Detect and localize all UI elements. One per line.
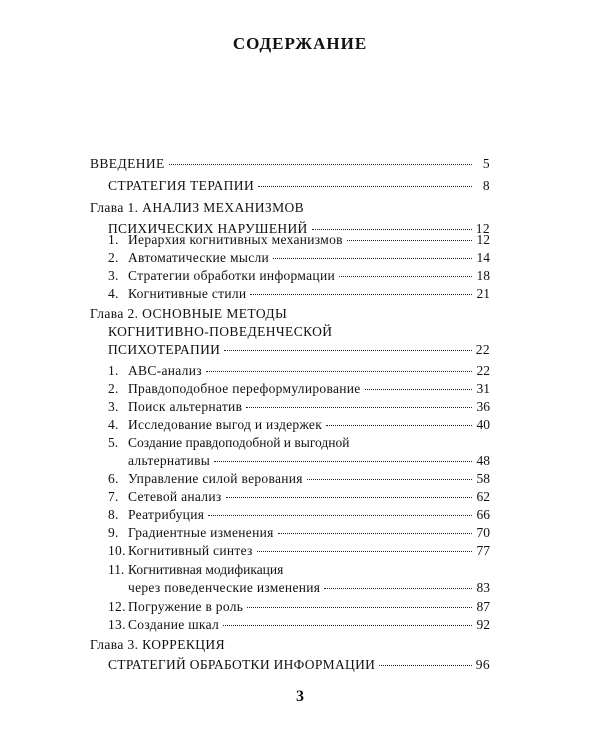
entry-label: ПСИХИЧЕСКИХ НАРУШЕНИЙ <box>108 221 308 236</box>
dot-leader <box>347 240 472 241</box>
dot-leader <box>273 258 472 259</box>
toc-entry-1-4[interactable] <box>108 286 490 302</box>
entry-page: 58 <box>476 471 490 486</box>
entry-label: Поиск альтернатив <box>128 399 243 414</box>
entry-label: АВС-анализ <box>128 363 202 378</box>
entry-number: 9. <box>108 525 119 540</box>
entry-label: Исследование выгод и издержек <box>128 417 323 432</box>
entry-page: 87 <box>476 599 490 614</box>
entry-page: 70 <box>476 525 490 540</box>
entry-number: 4. <box>108 417 119 432</box>
entry-page: 31 <box>476 381 490 396</box>
entry-page: 22 <box>475 342 490 357</box>
entry-number: 2. <box>108 250 119 265</box>
entry-number: 4. <box>108 286 119 301</box>
dot-leader <box>247 607 472 608</box>
entry-page: 66 <box>476 507 490 522</box>
entry-number: 2. <box>108 381 119 396</box>
entry-page: 62 <box>476 489 490 504</box>
dot-leader <box>246 407 472 408</box>
entry-page: 18 <box>476 268 490 283</box>
dot-leader <box>226 497 472 498</box>
toc-entry-2-11-line-1[interactable] <box>108 562 283 578</box>
entry-label: Иерархия когнитивных механизмов <box>128 232 343 247</box>
entry-label: ВВЕДЕНИЕ <box>90 156 165 171</box>
entry-label: Создание правдоподобной и выгодной <box>128 435 350 450</box>
toc-entry-1-1[interactable] <box>108 232 490 248</box>
entry-label-continued: через поведенческие изменения <box>128 580 321 595</box>
toc-entry-strategy[interactable] <box>108 178 490 194</box>
entry-label: Когнитивная модификация <box>128 562 284 577</box>
entry-page: 22 <box>476 363 490 378</box>
toc-entry-intro[interactable] <box>90 156 490 172</box>
entry-page: 12 <box>475 221 490 236</box>
entry-number: 1. <box>108 363 119 378</box>
dot-leader <box>379 665 472 666</box>
toc-entry-chapter-3[interactable] <box>108 657 490 673</box>
dot-leader <box>365 389 472 390</box>
chapter-1-heading[interactable]: Глава 1. АНАЛИЗ МЕХАНИЗМОВ <box>90 200 305 215</box>
entry-page: 40 <box>476 417 490 432</box>
entry-number: 5. <box>108 435 119 450</box>
dot-leader <box>250 294 472 295</box>
entry-number: 3. <box>108 268 119 283</box>
entry-label: Автоматические мысли <box>128 250 270 265</box>
entry-label: Градиентные изменения <box>128 525 274 540</box>
entry-page: 8 <box>482 178 490 193</box>
entry-number: 12. <box>108 599 126 614</box>
dot-leader <box>208 515 472 516</box>
entry-label-continued: альтернативы <box>128 453 211 468</box>
entry-page: 96 <box>475 657 490 672</box>
entry-label: ПСИХОТЕРАПИИ <box>108 342 221 357</box>
entry-label: Сетевой анализ <box>128 489 222 504</box>
dot-leader <box>324 588 472 589</box>
entry-number: 8. <box>108 507 119 522</box>
entry-page: 83 <box>476 580 490 595</box>
entry-label: Когнитивный синтез <box>128 543 253 558</box>
dot-leader <box>257 551 472 552</box>
dot-leader <box>206 371 472 372</box>
entry-page: 12 <box>476 232 490 247</box>
entry-label: Погружение в роль <box>128 599 244 614</box>
toc-entry-2-5-line-1[interactable] <box>108 435 349 451</box>
entry-label: Правдоподобное переформулирование <box>128 381 361 396</box>
toc-entry-chapter-2[interactable] <box>108 342 490 358</box>
dot-leader <box>307 479 472 480</box>
entry-number: 7. <box>108 489 119 504</box>
toc-entry-2-4[interactable] <box>108 417 490 433</box>
toc-entry-2-6[interactable] <box>108 471 490 487</box>
entry-number: 3. <box>108 399 119 414</box>
entry-label: Создание шкал <box>128 617 220 632</box>
toc-entry-2-7[interactable] <box>108 489 490 505</box>
toc-entry-2-2[interactable] <box>108 381 490 397</box>
toc-entry-2-1[interactable] <box>108 363 490 379</box>
entry-number: 10. <box>108 543 126 558</box>
dot-leader <box>278 533 472 534</box>
chapter-2-heading-line-2[interactable]: КОГНИТИВНО-ПОВЕДЕНЧЕСКОЙ <box>108 324 333 339</box>
entry-number: 13. <box>108 617 126 632</box>
dot-leader <box>339 276 472 277</box>
entry-page: 92 <box>476 617 490 632</box>
toc-entry-2-11[interactable] <box>128 580 490 596</box>
toc-entry-2-5[interactable] <box>128 453 490 469</box>
entry-number: 1. <box>108 232 119 247</box>
page-number: 3 <box>296 688 304 705</box>
entry-number: 6. <box>108 471 119 486</box>
chapter-3-heading[interactable]: Глава 3. КОРРЕКЦИЯ <box>90 637 225 652</box>
dot-leader <box>169 164 472 165</box>
entry-page: 77 <box>476 543 490 558</box>
chapter-2-heading-line-1[interactable]: Глава 2. ОСНОВНЫЕ МЕТОДЫ <box>90 306 288 321</box>
page-title: СОДЕРЖАНИЕ <box>232 34 368 53</box>
toc-entry-2-10[interactable] <box>108 543 490 559</box>
dot-leader <box>312 229 472 230</box>
entry-page: 36 <box>476 399 490 414</box>
entry-label: Когнитивные стили <box>128 286 247 301</box>
entry-label: СТРАТЕГИЯ ТЕРАПИИ <box>108 178 255 193</box>
entry-page: 21 <box>476 286 490 301</box>
toc-entry-1-3[interactable] <box>108 268 490 284</box>
dot-leader <box>258 186 472 187</box>
toc-entry-2-13[interactable] <box>108 617 490 633</box>
toc-entry-2-9[interactable] <box>108 525 490 541</box>
entry-page: 48 <box>476 453 490 468</box>
entry-page: 14 <box>476 250 490 265</box>
toc-entry-2-3[interactable] <box>108 399 490 415</box>
dot-leader <box>224 350 472 351</box>
entry-label: Стратегии обработки информации <box>128 268 336 283</box>
toc-entry-2-12[interactable] <box>108 599 490 615</box>
dot-leader <box>214 461 472 462</box>
toc-entry-2-8[interactable] <box>108 507 490 523</box>
entry-label: Реатрибуция <box>128 507 205 522</box>
entry-page: 5 <box>482 156 490 171</box>
dot-leader <box>223 625 472 626</box>
entry-label: Управление силой верования <box>128 471 303 486</box>
toc-entry-1-2[interactable] <box>108 250 490 266</box>
dot-leader <box>326 425 472 426</box>
entry-label: СТРАТЕГИЙ ОБРАБОТКИ ИНФОРМАЦИИ <box>108 657 376 672</box>
entry-number: 11. <box>108 562 125 577</box>
